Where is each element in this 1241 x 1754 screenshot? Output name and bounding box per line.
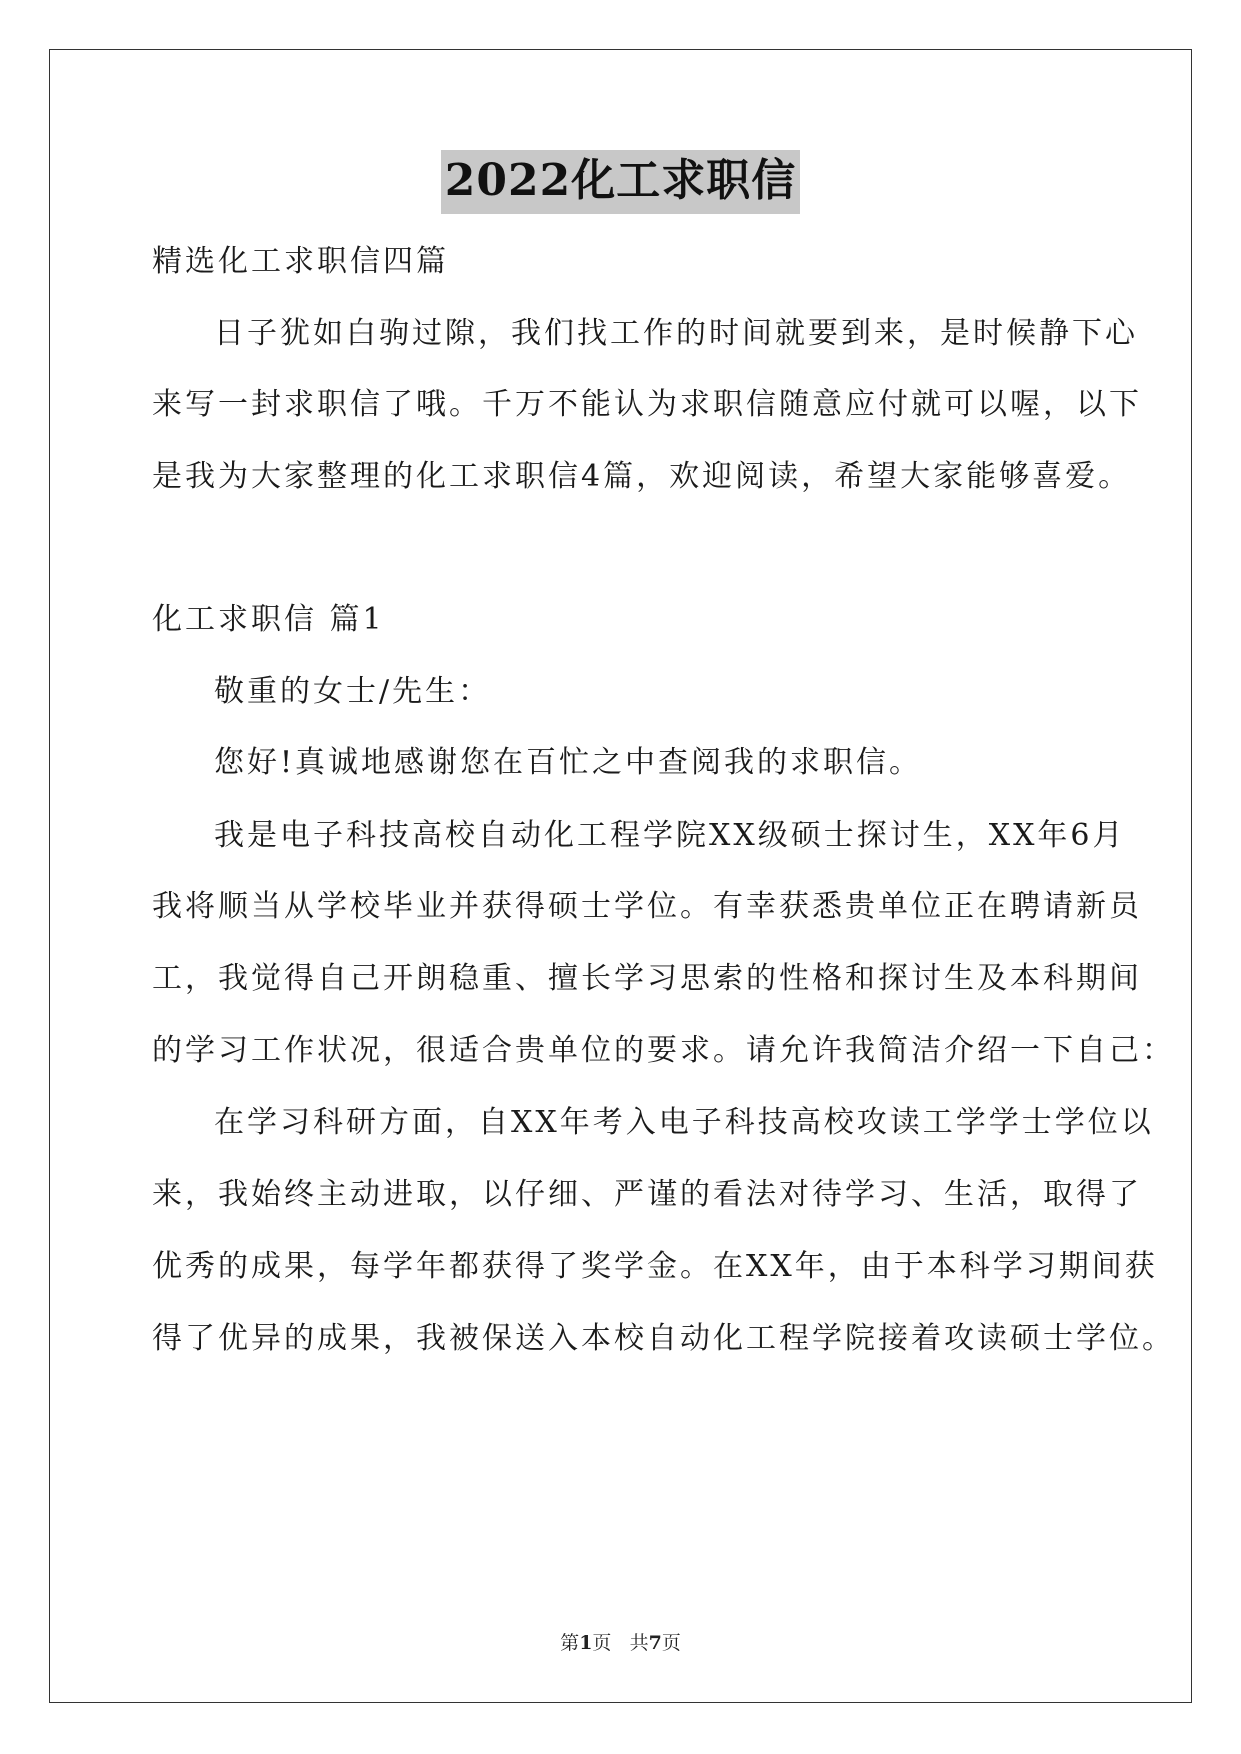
intro-line-2: 来写一封求职信了哦。千万不能认为求职信随意应付就可以喔，以下 xyxy=(152,387,1142,422)
paragraph2-line-2: 来，我始终主动进取，以仔细、严谨的看法对待学习、生活，取得了 xyxy=(152,1177,1142,1212)
intro-line-1: 日子犹如白驹过隙，我们找工作的时间就要到来，是时候静下心 xyxy=(214,316,1138,351)
paragraph2-line-4: 得了优异的成果，我被保送入本校自动化工程学院接着攻读硕士学位。 xyxy=(152,1321,1175,1356)
footer-current-page: 1 xyxy=(579,1632,593,1654)
document-subtitle: 精选化工求职信四篇 xyxy=(152,244,449,279)
greeting: 您好!真诚地感谢您在百忙之中查阅我的求职信。 xyxy=(214,745,923,780)
page-border xyxy=(49,49,1192,1703)
section-heading: 化工求职信 篇1 xyxy=(152,602,385,637)
paragraph1-line-1: 我是电子科技高校自动化工程学院XX级硕士探讨生，XX年6月 xyxy=(214,818,1126,853)
paragraph1-line-2: 我将顺当从学校毕业并获得硕士学位。有幸获悉贵单位正在聘请新员 xyxy=(152,889,1142,924)
document-title: 2022化工求职信 xyxy=(441,150,800,214)
footer-prefix: 第 xyxy=(560,1632,580,1654)
footer-total-pages: 7 xyxy=(648,1632,662,1654)
title-container xyxy=(0,150,1241,214)
footer-total-suffix: 页 xyxy=(661,1632,681,1654)
intro-line-3: 是我为大家整理的化工求职信4篇，欢迎阅读，希望大家能够喜爱。 xyxy=(152,459,1132,494)
paragraph2-line-1: 在学习科研方面，自XX年考入电子科技高校攻读工学学士学位以 xyxy=(214,1105,1154,1140)
footer-page-suffix: 页 xyxy=(592,1632,612,1654)
paragraph1-line-4: 的学习工作状况，很适合贵单位的要求。请允许我简洁介绍一下自己： xyxy=(152,1033,1175,1068)
page-footer xyxy=(0,1628,1241,1655)
salutation: 敬重的女士/先生： xyxy=(214,674,492,709)
footer-total-prefix: 共 xyxy=(629,1632,649,1654)
paragraph2-line-3: 优秀的成果，每学年都获得了奖学金。在XX年，由于本科学习期间获 xyxy=(152,1249,1158,1284)
paragraph1-line-3: 工，我觉得自己开朗稳重、擅长学习思索的性格和探讨生及本科期间 xyxy=(152,961,1142,996)
